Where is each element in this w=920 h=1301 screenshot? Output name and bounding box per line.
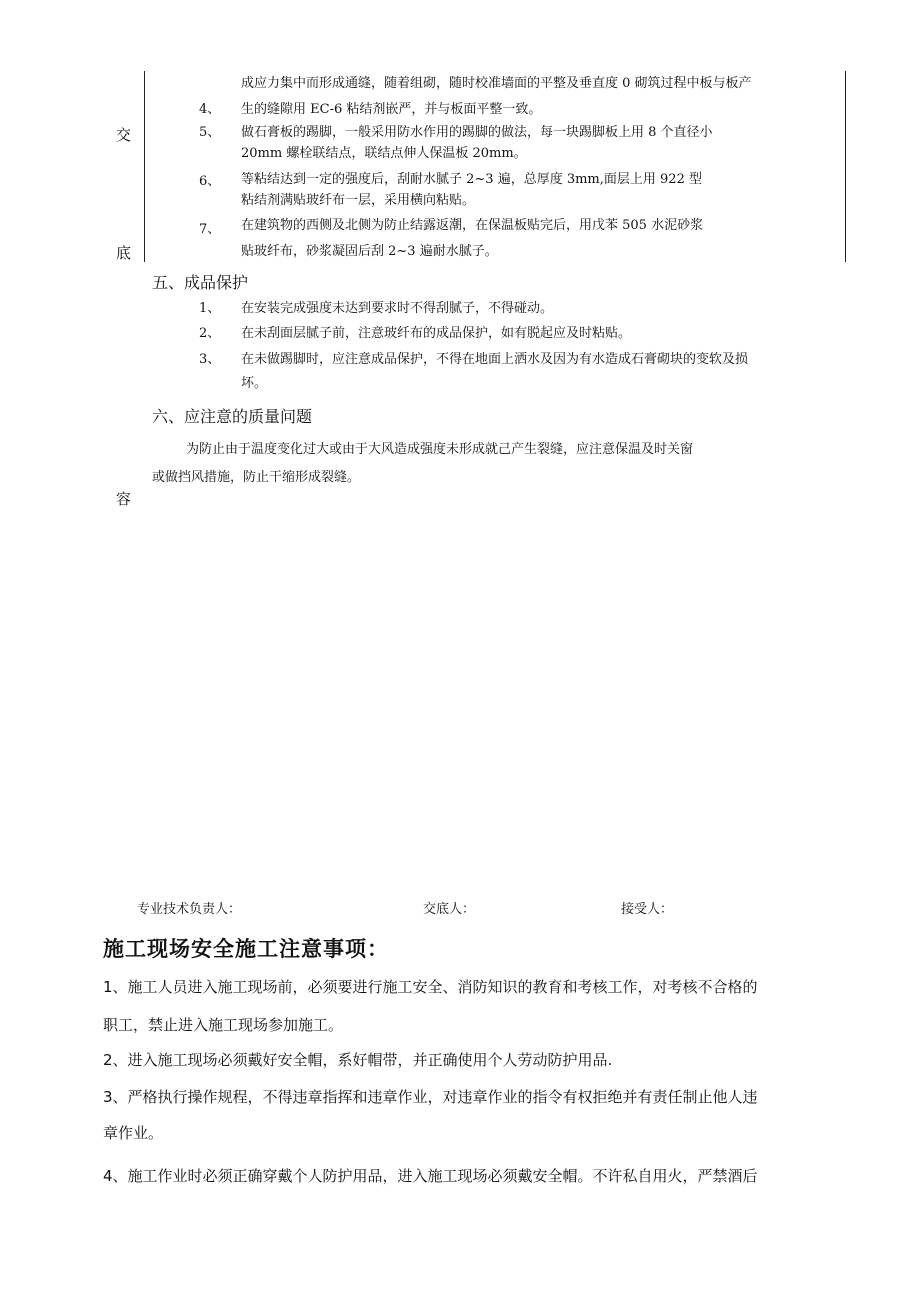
safety-title: 施工现场安全施工注意事项： xyxy=(103,937,389,961)
signature-tech-lead-label: 专业技术负责人： xyxy=(137,902,242,917)
table-right-border xyxy=(845,71,846,262)
section-5-item-2-number: 2、 xyxy=(199,326,221,341)
step-number-7: 7、 xyxy=(199,222,221,237)
section-6-heading: 六、应注意的质量问题 xyxy=(152,407,313,426)
step-4-line-1: 生的缝隙用 EC-6 粘结剂嵌严，并与板面平整一致。 xyxy=(241,102,542,117)
section-6-line-2: 或做挡风措施，防止干缩形成裂缝。 xyxy=(152,470,361,485)
section-5-item-2-text: 在未刮面层腻子前，注意玻纤布的成品保护，如有脱起应及时粘贴。 xyxy=(241,326,632,341)
safety-item-4-line-1: 4、施工作业时必须正确穿戴个人防护用品，进入施工现场必须戴安全帽。不许私自用火，严禁酒后 xyxy=(103,1167,758,1185)
section-5-item-3-number: 3、 xyxy=(199,352,221,367)
step-5-line-2: 20mm 螺栓联结点，联结点伸人保温板 20mm。 xyxy=(241,146,527,161)
step-6-line-2: 粘结剂满贴玻纤布一层，采用横向粘贴。 xyxy=(241,193,476,208)
table-left-border xyxy=(144,71,145,262)
safety-item-3-line-2: 章作业。 xyxy=(103,1124,164,1142)
section-5-item-3-line-1: 在未做踢脚时，应注意成品保护，不得在地面上洒水及因为有水造成石膏砌块的变软及损 xyxy=(241,352,749,367)
section-5-heading: 五、成品保护 xyxy=(152,273,249,292)
section-5-item-3-line-2: 坏。 xyxy=(241,376,268,391)
safety-item-3-line-1: 3、严格执行操作规程，不得违章指挥和违章作业，对违章作业的指令有权拒绝并有责任制止他人违 xyxy=(103,1088,758,1106)
signature-presenter-label: 交底人： xyxy=(423,902,476,917)
section-6-line-1: 为防止由于温度变化过大或由于大风造成强度未形成就己产生裂缝，应注意保温及时关窗 xyxy=(186,442,694,457)
signature-receiver-label: 接受人： xyxy=(621,902,674,917)
side-label-char-3: 容 xyxy=(116,490,132,508)
safety-item-2-line-1: 2、进入施工现场必须戴好安全帽，系好帽带，并正确使用个人劳动防护用品. xyxy=(103,1051,613,1069)
side-label-char-1: 交 xyxy=(116,126,132,144)
step-number-5: 5、 xyxy=(199,125,221,140)
safety-item-1-line-1: 1、施工人员进入施工现场前，必须要进行施工安全、消防知识的教育和考核工作，对考核不合格的 xyxy=(103,978,758,996)
safety-item-1-line-2: 职工，禁止进入施工现场参加施工。 xyxy=(103,1016,344,1034)
step-6-line-1: 等粘结达到一定的强度后，刮耐水腻子 2~3 遍，总厚度 3mm,面层上用 922 型 xyxy=(241,172,702,187)
step-7-line-2: 贴玻纤布，砂浆凝固后刮 2~3 遍耐水腻子。 xyxy=(241,244,498,259)
step-continuation-line: 成应力集中而形成通缝，随着组砌，随时校准墙面的平整及垂直度 0 砌筑过程中板与板产 xyxy=(241,76,752,91)
side-label-char-2: 底 xyxy=(116,244,132,262)
step-number-6: 6、 xyxy=(199,174,221,189)
step-number-4: 4、 xyxy=(199,102,221,117)
step-7-line-1: 在建筑物的西侧及北侧为防止结露返潮，在保温板贴完后，用戊苯 505 水泥砂浆 xyxy=(241,218,704,233)
step-5-line-1: 做石膏板的踢脚，一般采用防水作用的踢脚的做法，每一块踢脚板上用 8 个直径小 xyxy=(241,125,713,140)
section-5-item-1-text: 在安装完成强度未达到要求时不得刮腻子，不得碰动。 xyxy=(241,301,554,316)
section-5-item-1-number: 1、 xyxy=(199,301,221,316)
